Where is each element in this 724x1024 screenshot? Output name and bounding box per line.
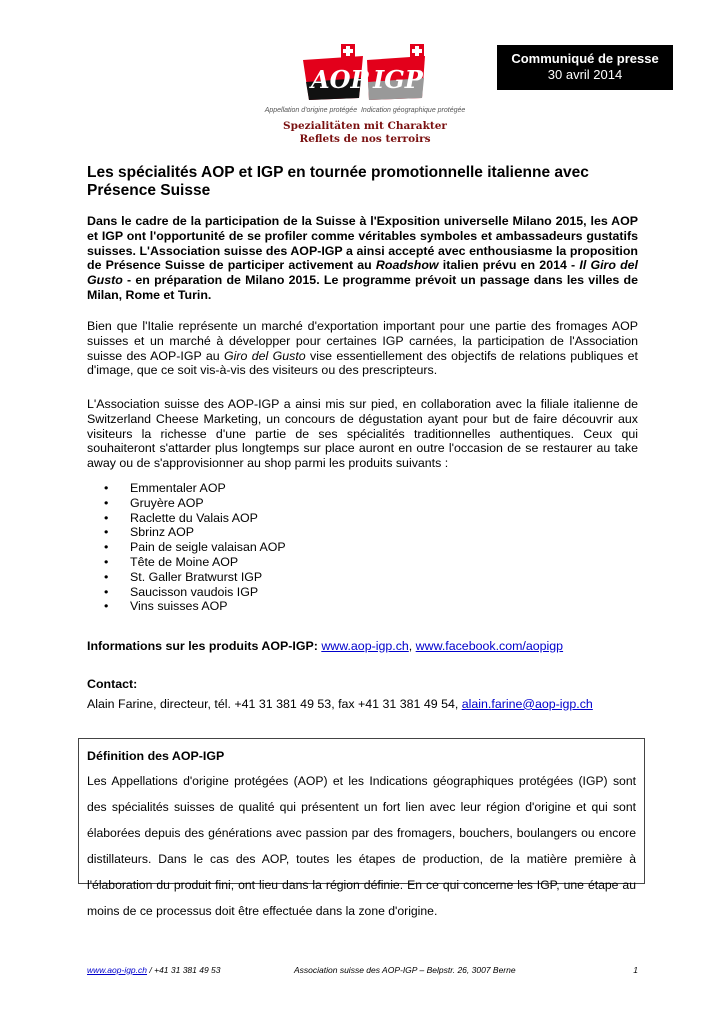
contact-section — [87, 677, 638, 712]
press-release-badge — [497, 45, 673, 90]
badge-date: 30 avril 2014 — [547, 67, 623, 82]
p1-text: Bien que l'Italie représente un marché d'exportation important pour une partie des fromages AOP suisses et un marché à développer pour certaines IGP carnées, la participation de l'Association suisse des AOP-IGP au — [87, 319, 638, 363]
intro-paragraph — [87, 214, 638, 303]
email-link[interactable]: alain.farine@aop-igp.ch — [461, 696, 593, 711]
footer-website-link[interactable]: www.aop-igp.ch — [87, 965, 148, 975]
intro-text: - en préparation de Milano 2015. Le programme prévoit un passage dans les villes de Milan, Rome et Turin. — [87, 273, 638, 302]
badge-title: Communiqué de presse — [511, 51, 659, 66]
list-item: • Vins suisses AOP — [104, 599, 286, 614]
footer-phone: / +41 31 381 49 53 — [147, 965, 221, 975]
info-line — [87, 639, 638, 654]
definition-text: Les Appellations d'origine protégées (AOP) et les Indications géographiques protégées (IGP) sont des spécialités suisses de qualité qui présentent un fort lien avec leur région d'origine et qui sont élaborées depuis des générations avec passion par des fromagers, bouchers, boulangers ou encore distillateurs. Dans le cas des AOP, toutes les étapes de production, de la matière première à l'élaboration du produit fini, ont lieu dans la région définie. En ce qui concerne les IGP, une étape au moins de ce processus doit être effectuée dans la zone d'origine. — [87, 774, 636, 918]
intro-text: Dans le cadre de la participation de la Suisse à l'Exposition universelle Milano 2015, les AOP et IGP ont l'opportunité de se profiler comme véritables symboles et ambassadeurs gustatifs suisses. L'Association suisse des AOP-IGP a ainsi accepté avec enthousiasme la proposition de Présence Suisse de participer activement au — [87, 214, 638, 273]
aop-subtitle: Appellation d'origine protégée — [264, 107, 358, 114]
footer — [87, 965, 638, 975]
info-label: Informations sur les produits AOP-IGP: — [87, 639, 318, 653]
slogan-fr: Reflets de nos terroirs — [299, 133, 431, 145]
product-list — [104, 481, 286, 614]
intro-roadshow: Roadshow — [375, 258, 439, 273]
list-item: • St. Galler Bratwurst IGP — [104, 570, 286, 585]
igp-logo-text: IGP — [373, 65, 423, 94]
slogan-de: Spezialitäten mit Charakter — [283, 120, 447, 132]
list-item: • Pain de seigle valaisan AOP — [104, 540, 286, 555]
p1-text: vise essentiellement des objectifs de relations publiques et d'image, que ce soit vis-à-vis des visiteurs ou des prescripteurs. — [87, 348, 638, 378]
intro-giro: Il Giro del Gusto — [87, 258, 638, 288]
website-link[interactable]: www.aop-igp.ch — [321, 639, 409, 653]
definition-title: Définition des AOP-IGP — [87, 749, 225, 763]
page-number: 1 — [633, 965, 638, 975]
list-item: • Saucisson vaudois IGP — [104, 585, 286, 600]
separator: , — [408, 639, 416, 653]
paragraph-2: L'Association suisse des AOP-IGP a ainsi mis sur pied, en collaboration avec la filiale italienne de Switzerland Cheese Marketing, un concours de dégustation ayant pour but de faire découvrir aux visiteurs la richesse d'une partie de ses spécialités traditionnelles authentiques. Ceux qui souhaiteront s'attarder plus longtemps sur place auront en outre l'occasion de se restaurer au take away ou de s'approvisionner au shop parmi les produits suivants : — [87, 397, 638, 471]
facebook-link[interactable]: www.facebook.com/aopigp — [415, 639, 564, 653]
page-title: Les spécialités AOP et IGP en tournée promotionnelle italienne avec Présence Suisse — [87, 164, 589, 199]
list-item: • Emmentaler AOP — [104, 481, 286, 496]
definition-box — [78, 738, 645, 918]
list-item: • Sbrinz AOP — [104, 525, 286, 540]
aop-logo-text: AOP — [311, 65, 369, 94]
footer-address: Association suisse des AOP-IGP – Belpstr. 26, 3007 Berne — [294, 965, 516, 975]
p1-giro: Giro del Gusto — [223, 348, 306, 363]
paragraph-1 — [87, 319, 638, 378]
list-item: • Gruyère AOP — [104, 496, 286, 511]
list-item: • Raclette du Valais AOP — [104, 511, 286, 526]
contact-label: Contact: — [87, 677, 138, 691]
aop-igp-logo — [255, 40, 475, 150]
igp-subtitle: Indication géographique protégée — [360, 107, 466, 114]
list-item: • Tête de Moine AOP — [104, 555, 286, 570]
intro-text: italien prévu en 2014 - — [438, 258, 580, 273]
logo-subtitle — [255, 107, 475, 114]
aop-igp-logo-graphic — [255, 40, 475, 108]
contact-text: Alain Farine, directeur, tél. +41 31 381 49 53, fax +41 31 381 49 54, — [87, 696, 462, 711]
